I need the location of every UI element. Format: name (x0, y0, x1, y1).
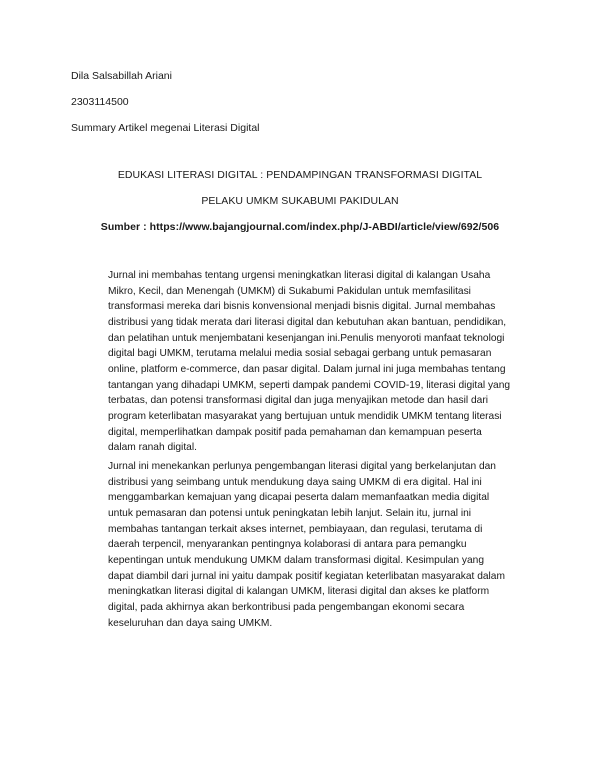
paragraph-line: dalam ranah digital. (108, 442, 197, 454)
paragraph-line: digital, pada akhirnya akan berkontribusi pada pengembangan ekonomi secara (108, 601, 465, 613)
paragraph-line: kepentingan untuk mendukung UMKM dalam transformasi digital. Kesimpulan yang (108, 554, 485, 566)
paragraph-line: keseluruhan dan daya saing UMKM. (108, 617, 273, 629)
article-title-line-1: EDUKASI LITERASI DIGITAL : PENDAMPINGAN TRANSFORMASI DIGITAL (117, 169, 483, 181)
paragraph-line: membahas tantangan terkait akses internet, pembiayaan, dan regulasi, terutama di (108, 523, 483, 535)
paragraph-line: dapat diambil dari jurnal ini yaitu dampak positif kegiatan keterlibatan masyarakat dalam (108, 570, 505, 582)
paragraph-line: Jurnal ini menekankan perlunya pengembangan literasi digital yang berkelanjutan dan (108, 461, 496, 472)
summary-heading: Summary Artikel megenai Literasi Digital (71, 122, 260, 134)
paragraph-line: untuk pemasaran dan potensi untuk peningkatan lebih lanjut. Selain itu, jurnal ini (108, 507, 472, 519)
paragraph-line: terbatas, dan potensi transformasi digital dan juga menyajikan metode dan hasil dari (108, 395, 488, 407)
student-id: 2303114500 (71, 96, 129, 108)
source-citation: Sumber : https://www.bajangjournal.com/index.php/J-ABDI/article/view/692/506 (100, 221, 500, 233)
paragraph-line: program keterlibatan masyarakat yang bertujuan untuk mendidik UMKM tentang literasi (108, 410, 502, 422)
paragraph-line: tantangan yang dihadapi UMKM, seperti dampak pandemi COVID-19, literasi digital yang (108, 379, 511, 391)
paragraph-line: transformasi mereka dari bisnis konvensional menjadi bisnis digital. Jurnal membahas (108, 301, 496, 313)
article-title-line-2: PELAKU UMKM SUKABUMI PAKIDULAN (201, 195, 399, 207)
paragraph-line: daerah terpencil, menyarankan pentingnya kolaborasi di antara para pemangku (108, 539, 467, 551)
author-name: Dila Salsabillah Ariani (71, 70, 172, 82)
paragraph-line: online, platform e-commerce, dan pasar digital. Dalam jurnal ini juga membahas tentang (108, 363, 506, 375)
body-paragraph-2 (108, 459, 533, 631)
paragraph-line: Jurnal ini membahas tentang urgensi meningkatkan literasi digital di kalangan Usaha (108, 270, 491, 281)
paragraph-line: Mikro, Kecil, dan Menengah (UMKM) di Sukabumi Pakidulan untuk memfasilitasi (108, 285, 471, 297)
body-paragraph-1 (108, 268, 533, 456)
paragraph-line: distribusi yang tidak merata dari literasi digital dan kebutuhan akan bantuan, pendidikan, (108, 316, 507, 328)
paragraph-line: digital bagi UMKM, terutama melalui media sosial sebagai gerbang untuk pemasaran (108, 348, 492, 360)
paragraph-line: meningkatkan literasi digital di kalangan UMKM, literasi digital dan akses ke platform (108, 586, 490, 598)
paragraph-line: dan pelatihan untuk menjembatani kesenjangan ini.Penulis menyoroti manfaat teknologi (108, 332, 505, 344)
paragraph-line: digital, memperlihatkan dampak positif pada pemahaman dan kemampuan peserta (108, 426, 482, 438)
paragraph-line: menggambarkan kemajuan yang dicapai peserta dalam memanfaatkan media digital (108, 492, 490, 504)
paragraph-line: distribusi yang seimbang untuk mendukung daya saing UMKM di era digital. Hal ini (108, 476, 482, 488)
